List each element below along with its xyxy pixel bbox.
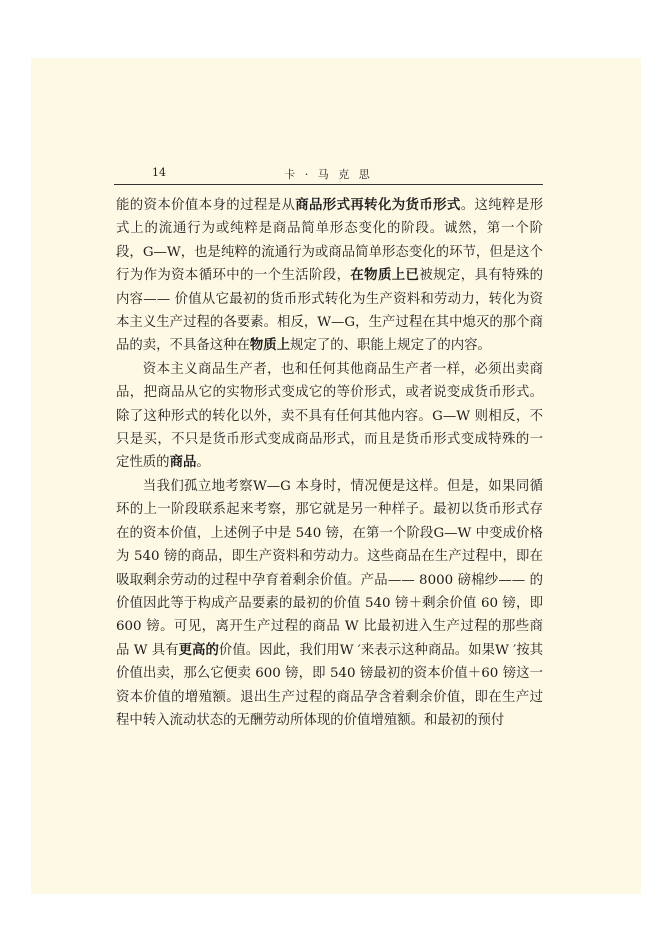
- text-run: 当我们孤立地考察W—G 本身时，情况便是这样。但是，如果同循环的上一阶段联系起来考察，那它就是另一种样子。最初以货币形式存在的资本价值，上述例子中是 540 镑，在第一个阶段G—W 中变成价格为 540 镑的商品，即生产资料和劳动力。这些商品在生产过程中，即在吸取剩余劳动的过程中孕育着剩余价值。产品—— 8000 磅棉纱—— 的价值因此等于构成产品要素的最初的价值 540 镑＋剩余价值 60 镑，即 600 镑。可见，离开生产过程的商品 W 比最初进入生产过程的那些商品 W 具有: [116, 478, 543, 658]
- paragraph: [116, 194, 543, 358]
- emphasis-text: 在物质上已: [350, 267, 420, 284]
- text-run: 。这纯粹是形式上的流通行为或纯粹是商品简单形态变化的阶段。诚然，第一个阶段，G—W，也是纯粹的流通行为或商品简单形态变化的环节，但是这个行为作为资本循环中的一个生活阶段，: [116, 198, 544, 284]
- page-number: 14: [152, 166, 166, 179]
- running-head: 卡 · 马 克 思: [284, 168, 373, 181]
- paragraph: [116, 358, 543, 475]
- emphasis-text: 更高的: [178, 641, 219, 658]
- text-run: 资本主义商品生产者，也和任何其他商品生产者一样，必须出卖商品，把商品从它的实物形式变成它的等价形式，或者说变成货币形式。除了这种形式的转化以外，卖不具有任何其他内容。G—W 则相反，不只是买，不只是货币形式变成商品形式，而且是货币形式变成特殊的一定性质的: [116, 361, 543, 471]
- text-run: 价值。因此，我们用W ′来表示这种商品。如果W ′按其价值出卖，那么它便卖 600 镑，即 540 镑最初的资本价值＋60 镑这一资本价值的增殖额。退出生产过程的商品孕含着剩余价值，即在生产过程中转入流动状态的无酬劳动所体现的价值增殖额。和最初的预付: [116, 642, 544, 728]
- text-run: 。: [196, 455, 210, 471]
- text-run: 规定了的、职能上规定了的内容。: [290, 338, 491, 354]
- text-run: 被规定，具有特殊的内容—— 价值从它最初的货币形式转化为生产资料和劳动力，转化为资本主义生产过程的各要素。相反，W—G，生产过程在其中熄灭的那个商品的卖，不具备这种在: [116, 268, 544, 354]
- emphasis-text: 商品形式再转化为货币形式: [295, 197, 461, 213]
- text-run: 能的资本价值本身的过程是从: [116, 198, 296, 213]
- emphasis-text: 物质上: [249, 337, 291, 354]
- body-text: [116, 194, 543, 732]
- paragraph: [116, 475, 543, 732]
- emphasis-text: 商品: [169, 454, 197, 471]
- page-header: [114, 164, 543, 185]
